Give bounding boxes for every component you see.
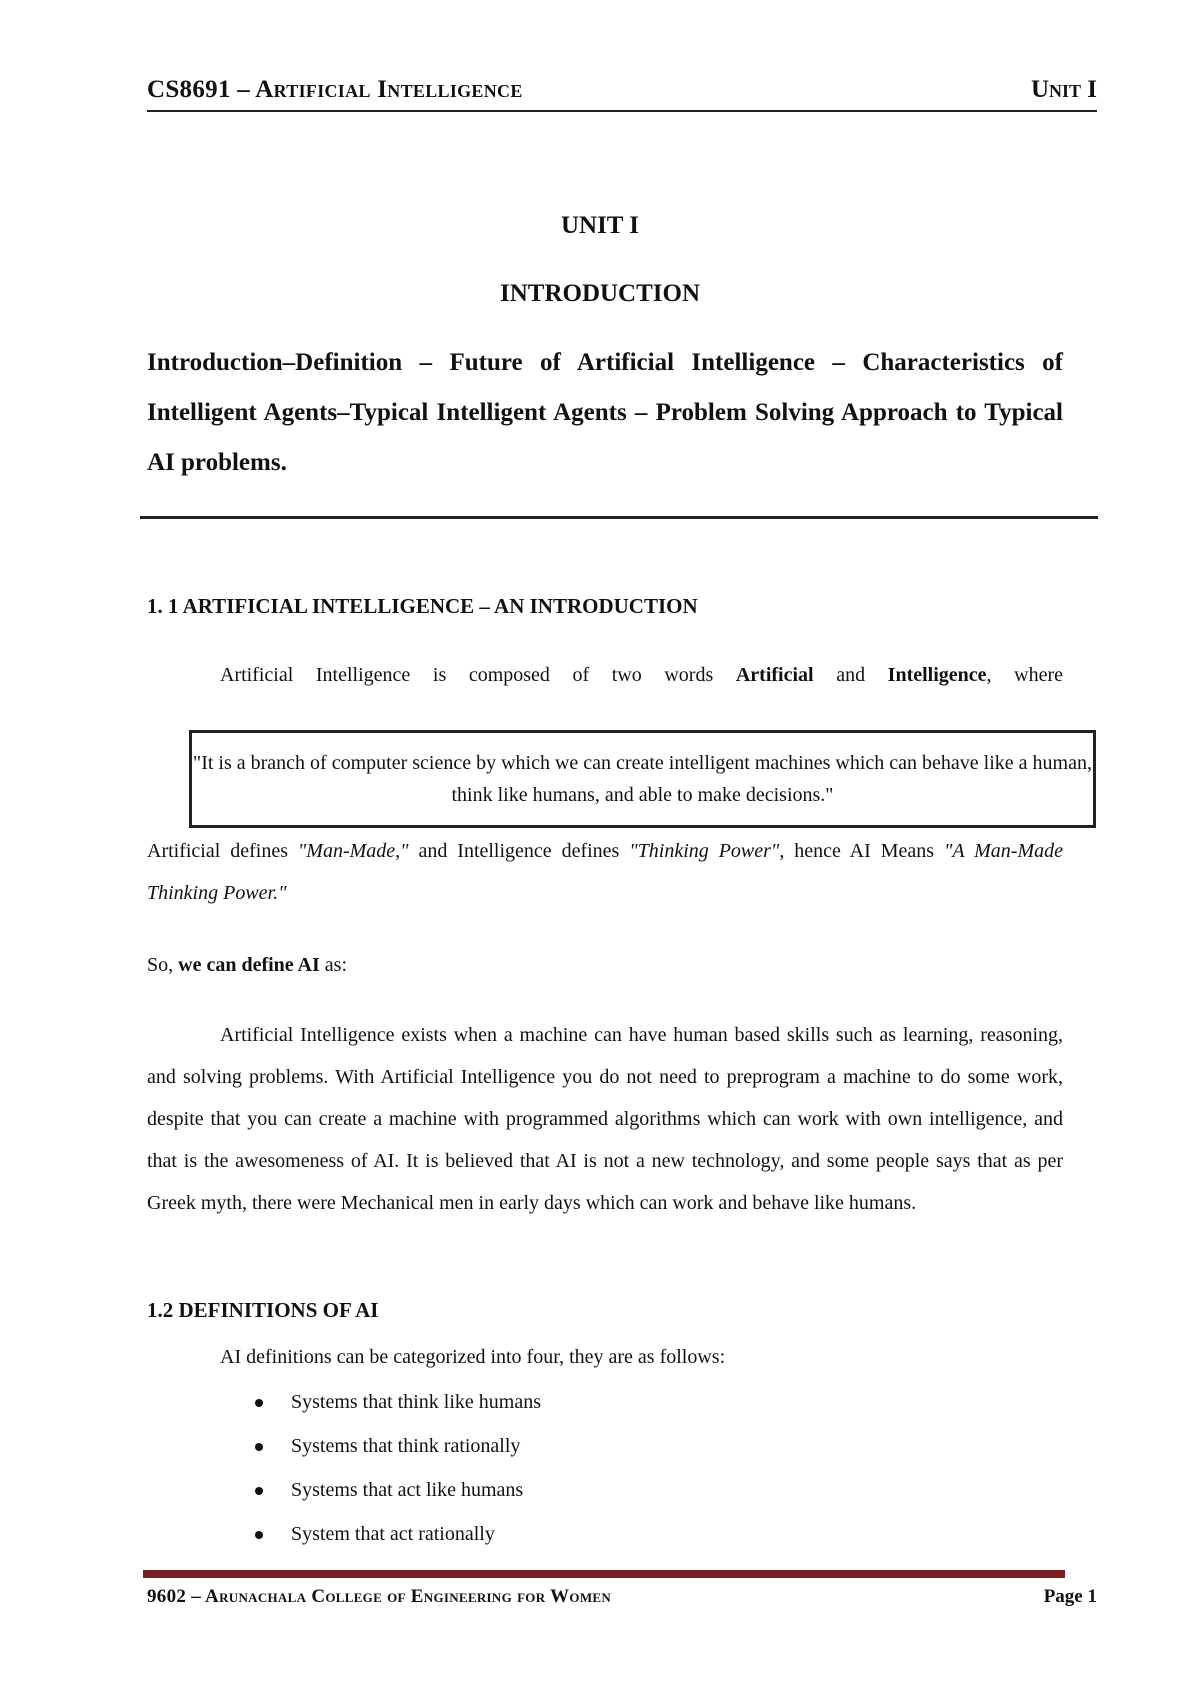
list-item: Systems that act like humans — [255, 1468, 541, 1512]
define-as: as: — [319, 954, 348, 976]
define-bold: we can define AI — [178, 954, 320, 976]
bullet-icon — [255, 1399, 263, 1407]
meaning-text-1: Artificial defines — [147, 840, 298, 862]
artificial-term: Artificial — [735, 664, 814, 686]
intro-and: and — [813, 664, 888, 686]
college-name: 9602 – Arunachala College of Engineering for Women — [147, 1586, 612, 1607]
bullet-icon — [255, 1487, 263, 1495]
ai-description-paragraph: Artificial Intelligence exists when a machine can have human based skills such as learning, reasoning, and solving problems. With Artificial Intelligence you do not need to preprogram a machine to do some work, despite that you can create a machine with programmed algorithms which can work with own intelligence, and that is the awesomeness of AI. It is believed that AI is not a new technology, and some people says that as per Greek myth, there were Mechanical men in early days which can work and behave like humans. — [147, 1024, 1063, 1214]
ai-meaning-phrase: "A Man-Made Thinking Power." — [147, 840, 1063, 904]
section-heading: 1. 1 ARTIFICIAL INTELLIGENCE – AN INTRODUCTION — [147, 594, 698, 618]
intro-where: , where — [986, 664, 1063, 686]
meaning-text-2: and Intelligence defines — [408, 840, 630, 862]
man-made-phrase: "Man-Made," — [297, 840, 409, 862]
unit-label: Unit I — [1030, 76, 1097, 103]
definitions-list — [255, 1380, 541, 1556]
course-title: CS8691 – Artificial Intelligence — [147, 76, 523, 103]
definition-quote: "It is a branch of computer science by which we can create intelligent machines which can behave like a human, think like humans, and able to make decisions." — [193, 752, 1092, 806]
page-number: Page 1 — [1043, 1586, 1097, 1607]
unit-heading: UNIT I — [560, 212, 640, 239]
thinking-power-phrase: "Thinking Power" — [629, 840, 780, 862]
list-item: Systems that think rationally — [255, 1424, 541, 1468]
define-line — [147, 944, 1063, 986]
syllabus-topics: Introduction–Definition – Future of Artificial Intelligence – Characteristics of Intelligent Agents–Typical Intelligent Agents – Problem Solving Approach to Typical AI problems. — [147, 349, 1063, 476]
meaning-paragraph — [147, 830, 1063, 914]
definition-box — [189, 730, 1096, 828]
chapter-heading: INTRODUCTION — [499, 280, 701, 307]
definitions-intro: AI definitions can be categorized into four, they are as follows: — [220, 1346, 726, 1368]
divider — [140, 516, 1098, 519]
bullet-icon — [255, 1531, 263, 1539]
intelligence-term: Intelligence — [887, 664, 987, 686]
list-item: Systems that think like humans — [255, 1380, 541, 1424]
bullet-icon — [255, 1443, 263, 1451]
list-item: System that act rationally — [255, 1512, 541, 1556]
definitions-heading: 1.2 DEFINITIONS OF AI — [147, 1298, 379, 1322]
meaning-text-3: , hence AI Means — [779, 840, 944, 862]
footer-rule — [143, 1570, 1065, 1578]
define-so: So, — [147, 954, 179, 976]
intro-line — [220, 664, 1063, 687]
intro-text: Artificial Intelligence is composed of two words — [220, 664, 736, 686]
page-header — [147, 72, 1097, 112]
